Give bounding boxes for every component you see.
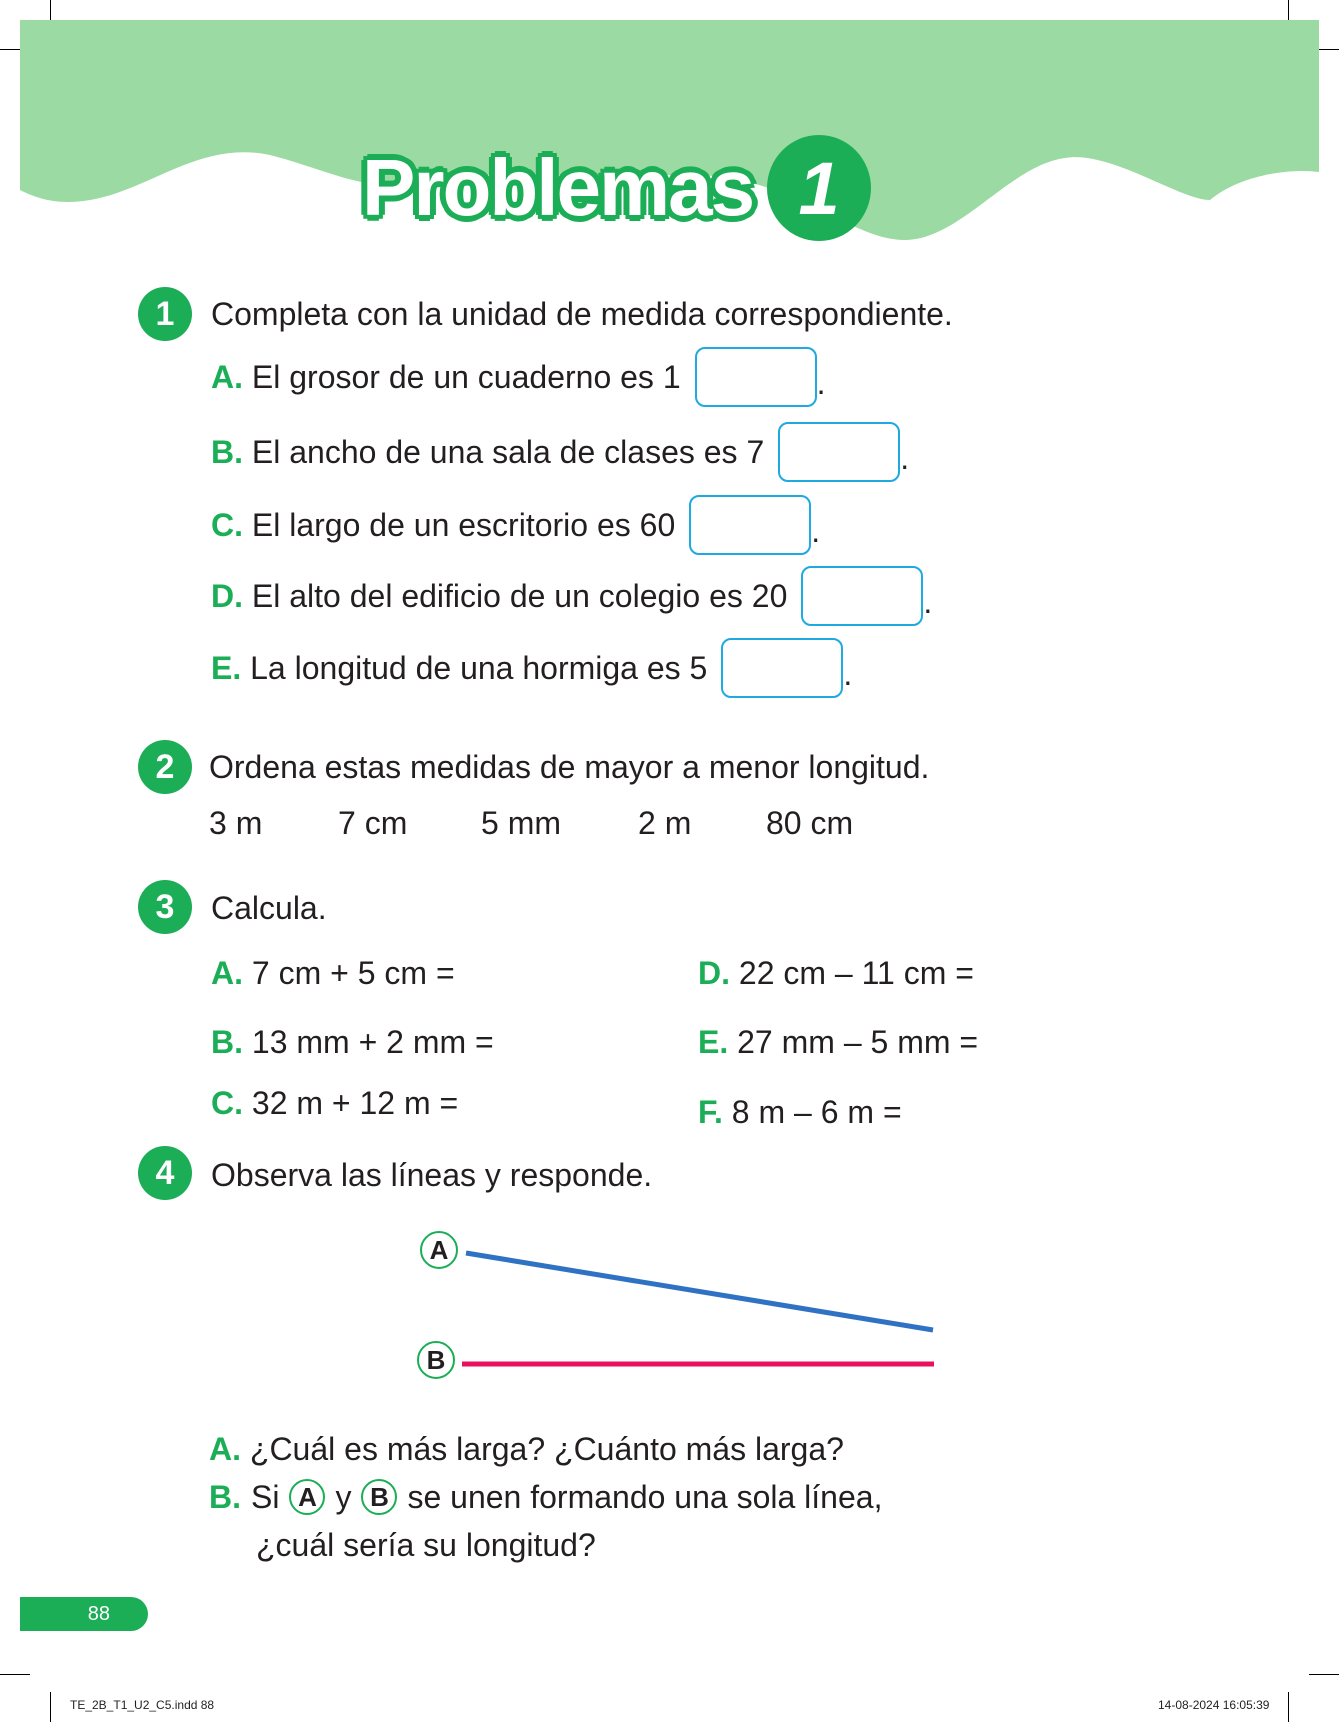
- question-1-badge: 1: [138, 287, 192, 341]
- page-number-text: 88: [87, 1602, 110, 1625]
- item-text: El ancho de una sala de clases es 7: [251, 434, 765, 470]
- item-letter: D.: [698, 955, 730, 991]
- item-letter: C.: [211, 1085, 243, 1121]
- period: .: [816, 365, 826, 401]
- line-b-label: B: [361, 1479, 397, 1515]
- period: .: [923, 584, 933, 620]
- item-text: 22 cm – 11 cm =: [738, 955, 974, 991]
- item-letter: A.: [209, 1431, 241, 1467]
- page-number: [20, 1597, 148, 1631]
- item-letter: B.: [211, 434, 243, 470]
- item-text: 27 mm – 5 mm =: [737, 1024, 979, 1060]
- title-number-badge: 1: [767, 135, 871, 241]
- item-text: 32 m + 12 m =: [251, 1085, 459, 1121]
- q4-item-b: [209, 1479, 882, 1515]
- measure: 2 m: [638, 805, 692, 841]
- measure: 7 cm: [338, 805, 408, 841]
- item-letter: E.: [211, 650, 242, 686]
- item-text: Si: [251, 1479, 280, 1515]
- question-2-prompt: Ordena estas medidas de mayor a menor longitud.: [209, 749, 930, 785]
- item-letter: B.: [209, 1479, 241, 1515]
- period: .: [843, 656, 853, 692]
- period: .: [900, 440, 910, 476]
- item-letter: F.: [698, 1094, 723, 1130]
- question-3-badge: 3: [138, 880, 192, 934]
- item-letter: C.: [211, 507, 243, 543]
- question-2-badge: 2: [138, 740, 192, 794]
- item-letter: A.: [211, 955, 243, 991]
- question-3-prompt: Calcula.: [211, 890, 327, 926]
- item-text: 8 m – 6 m =: [731, 1094, 902, 1130]
- item-text: La longitud de una hormiga es 5: [250, 650, 708, 686]
- item-letter: D.: [211, 578, 243, 614]
- item-text: y: [335, 1479, 352, 1515]
- period: .: [811, 513, 821, 549]
- q4-item-b-line2: ¿cuál sería su longitud?: [256, 1527, 596, 1563]
- item-text: El grosor de un cuaderno es 1: [251, 359, 681, 395]
- item-letter: E.: [698, 1024, 729, 1060]
- q4-item-a: [209, 1433, 844, 1465]
- item-text: 7 cm + 5 cm =: [251, 955, 455, 991]
- line-a-label: A: [420, 1231, 458, 1269]
- page-title: Problemas: [362, 143, 754, 232]
- line-b-label: B: [417, 1341, 455, 1379]
- item-text: El largo de un escritorio es 60: [251, 507, 676, 543]
- line-a-label: A: [289, 1479, 325, 1515]
- measure: 3 m: [209, 805, 263, 841]
- item-text: se unen formando una sola línea,: [407, 1479, 883, 1515]
- item-text: 13 mm + 2 mm =: [251, 1024, 494, 1060]
- question-4-prompt: Observa las líneas y responde.: [211, 1157, 653, 1193]
- question-1-prompt: Completa con la unidad de medida correspondiente.: [211, 296, 953, 332]
- item-letter: B.: [211, 1024, 243, 1060]
- question-4-badge: 4: [138, 1146, 192, 1200]
- measure: 80 cm: [766, 805, 854, 841]
- item-letter: A.: [211, 359, 243, 395]
- measure: 5 mm: [481, 805, 561, 841]
- item-text: El alto del edificio de un colegio es 20: [251, 578, 788, 614]
- file-name: TE_2B_T1_U2_C5.indd 88: [70, 1698, 215, 1712]
- item-text: ¿Cuál es más larga? ¿Cuánto más larga?: [249, 1431, 844, 1467]
- print-date: 14-08-2024 16:05:39: [1158, 1698, 1270, 1712]
- line-a: [466, 1253, 933, 1330]
